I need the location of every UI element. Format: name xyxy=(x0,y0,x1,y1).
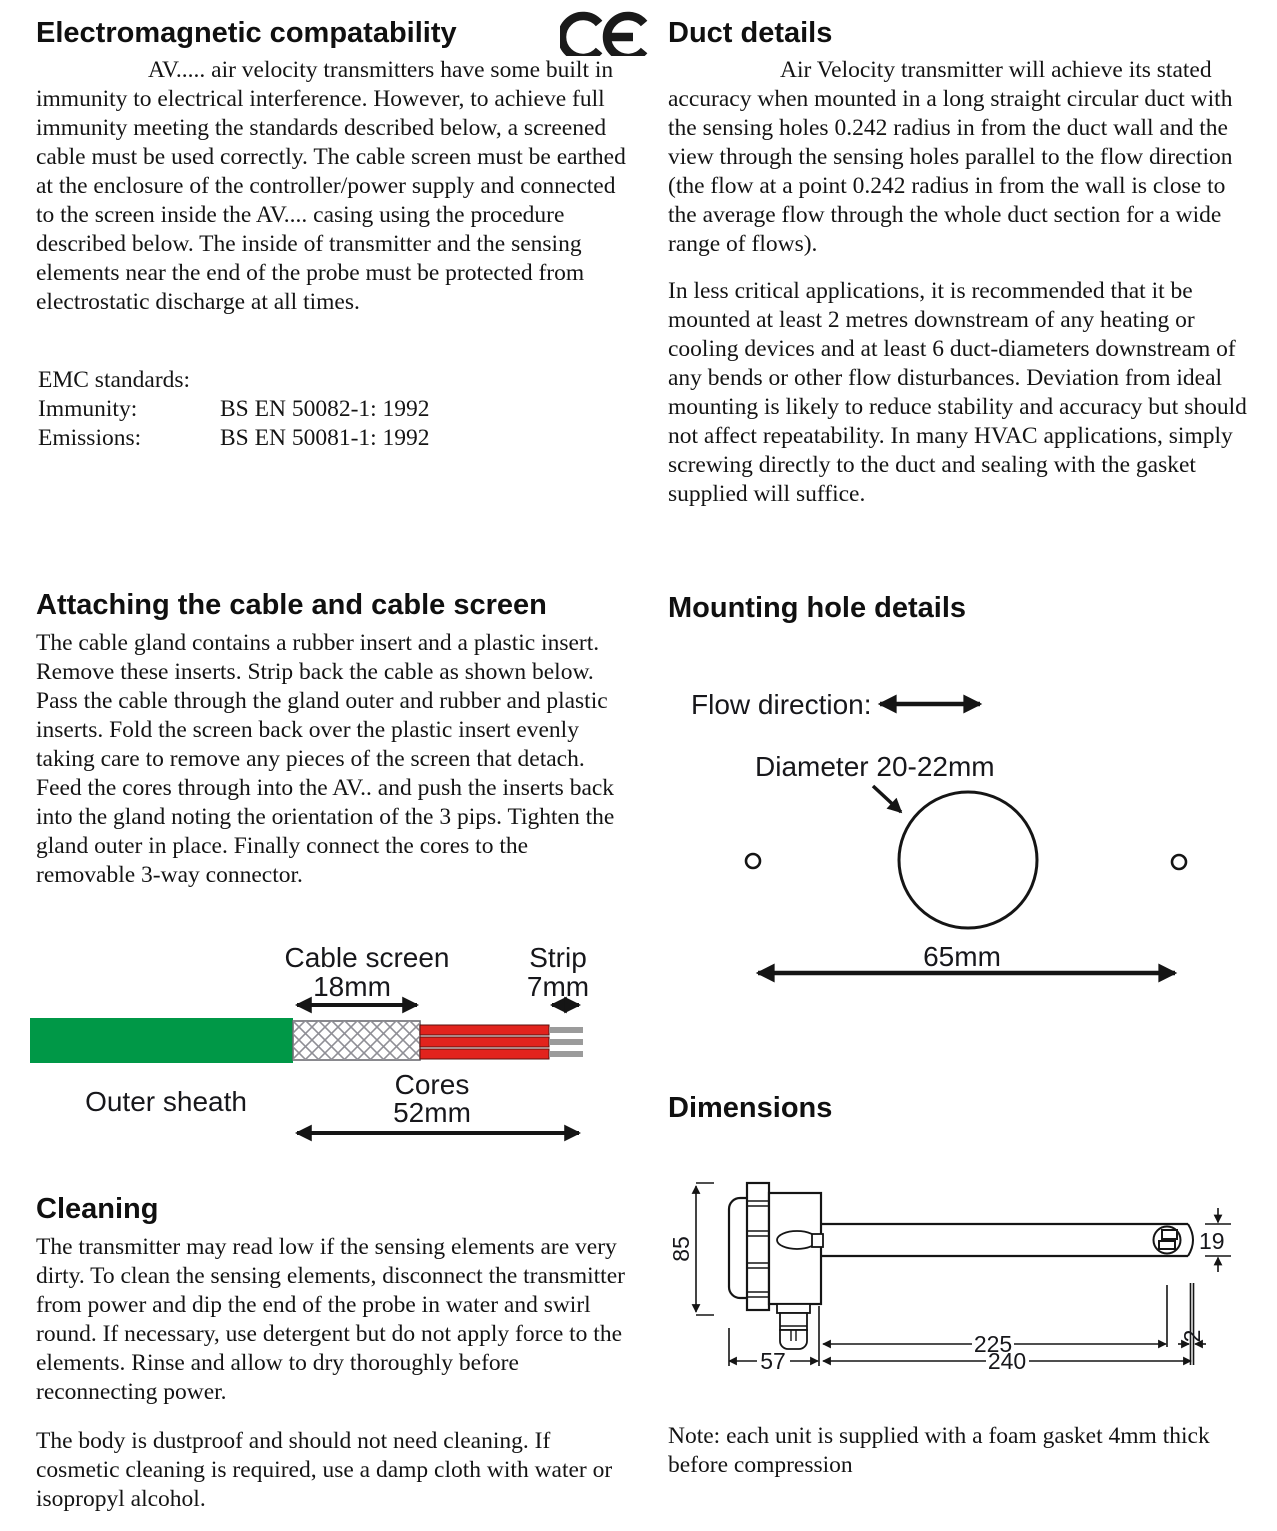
emc-standards-block xyxy=(38,366,630,453)
diameter-label: Diameter 20-22mm xyxy=(755,751,995,782)
cores-dim: 52mm xyxy=(393,1097,471,1128)
emc-row-immunity xyxy=(38,395,630,424)
dim-height-85: 85 xyxy=(668,1236,694,1262)
cleaning-paragraph-1: The transmitter may read low if the sensing elements are very dirty. To clean the sensing elements, disconnect the transmitter from power and dip the end of the probe in water and swirl round. If necessary, use detergent but do not apply force to the elements. Rinse and allow to dry thoroughly before reconnecting power. xyxy=(36,1234,625,1405)
cleaning-heading: Cleaning xyxy=(36,1193,159,1225)
left-screw-hole xyxy=(746,854,760,868)
immunity-label: Immunity: xyxy=(38,396,138,422)
emc-standards-label: EMC standards: xyxy=(38,367,191,393)
attach-paragraph: The cable gland contains a rubber insert and a plastic insert. Remove these inserts. Strip back the cable as shown below. Pass the cable through the gland outer and rubber and plastic inserts. Fold the screen back over the plastic insert evenly taking care to remove any pieces of the screen that detach. Feed the cores through into the AV.. and push the inserts back into the gland noting the orientation of the 3 pips. Tighten the gland outer in place. Finally connect the cores to the removable 3-way connector. xyxy=(36,630,615,888)
emissions-value: BS EN 50081-1: 1992 xyxy=(220,425,430,451)
probe-hole-circle xyxy=(899,792,1037,928)
dim-probe-19: 19 xyxy=(1199,1228,1225,1254)
outer-sheath-block xyxy=(30,1018,293,1063)
dim-holes-225: 225 xyxy=(973,1331,1013,1357)
stripped-core-tips xyxy=(549,1027,583,1057)
flow-direction-label: Flow direction: xyxy=(691,689,872,720)
cable-cores xyxy=(420,1025,549,1059)
transmitter-outline xyxy=(729,1183,1193,1349)
emissions-label: Emissions: xyxy=(38,425,142,451)
cleaning-paragraph-2: The body is dustproof and should not need cleaning. If cosmetic cleaning is required, use a damp cloth with water or isopropyl alcohol. xyxy=(36,1428,613,1512)
strip-label: Strip xyxy=(529,942,587,973)
attach-heading: Attaching the cable and cable screen xyxy=(36,589,547,621)
cable-screen-label: Cable screen xyxy=(284,942,450,973)
emc-heading: Electromagnetic compatability xyxy=(36,17,457,49)
duct-paragraph-1: Air Velocity transmitter will achieve its stated accuracy when mounted in a long straight circular duct with the sensing holes 0.242 radius in from the duct wall and the view through the sensing holes parallel to the flow direction (the flow at a point 0.242 radius in from the wall is close to the average flow through the whole duct section for a wide range of flows). xyxy=(668,57,1233,257)
duct-heading: Duct details xyxy=(668,17,833,49)
dim-overall-240: 240 xyxy=(987,1348,1027,1374)
cores-label: Cores xyxy=(394,1069,470,1100)
cable-screen-hatch xyxy=(293,1021,420,1060)
gasket-note: Note: each unit is supplied with a foam gasket 4mm thick before compression xyxy=(668,1423,1210,1478)
dimensions-heading: Dimensions xyxy=(668,1092,833,1124)
emc-paragraph: AV..... air velocity transmitters have some built in immunity to electrical interference. However, to achieve full immunity meeting the standards described below, a screened cable must be used correctly. The cable screen must be earthed at the enclosure of the controller/power supply and connected to the screen inside the AV.... casing using the procedure described below. The inside of transmitter and the sensing elements near the end of the probe must be protected from electrostatic discharge at all times. xyxy=(36,57,626,315)
right-screw-hole xyxy=(1172,855,1186,869)
duct-paragraph-2: In less critical applications, it is recommended that it be mounted at least 2 metres downstream of any heating or cooling devices and at least 6 duct-diameters downstream of any bends or other flow disturbances. Deviation from ideal mounting is likely to reduce stability and accuracy but should not affect repeatability. In many HVAC applications, simply screwing directly to the duct and sealing with the gasket supplied will suffice. xyxy=(668,278,1247,507)
immunity-value: BS EN 50082-1: 1992 xyxy=(220,396,430,422)
emc-row-emissions xyxy=(38,424,630,453)
hole-spacing-label: 65mm xyxy=(923,941,1001,972)
mounting-heading: Mounting hole details xyxy=(668,592,967,624)
dim-body-57: 57 xyxy=(760,1348,786,1374)
cable-strip-diagram xyxy=(28,938,600,1143)
dim-tip-2: 2 xyxy=(1179,1329,1205,1343)
strip-dim: 7mm xyxy=(526,971,590,1002)
cable-screen-dim: 18mm xyxy=(313,971,391,1002)
dimensions-drawing xyxy=(668,1176,1245,1376)
mounting-hole-diagram xyxy=(668,685,1245,985)
outer-sheath-label: Outer sheath xyxy=(85,1086,247,1117)
diameter-pointer-arrow xyxy=(873,786,901,812)
ce-mark-icon xyxy=(560,6,648,56)
